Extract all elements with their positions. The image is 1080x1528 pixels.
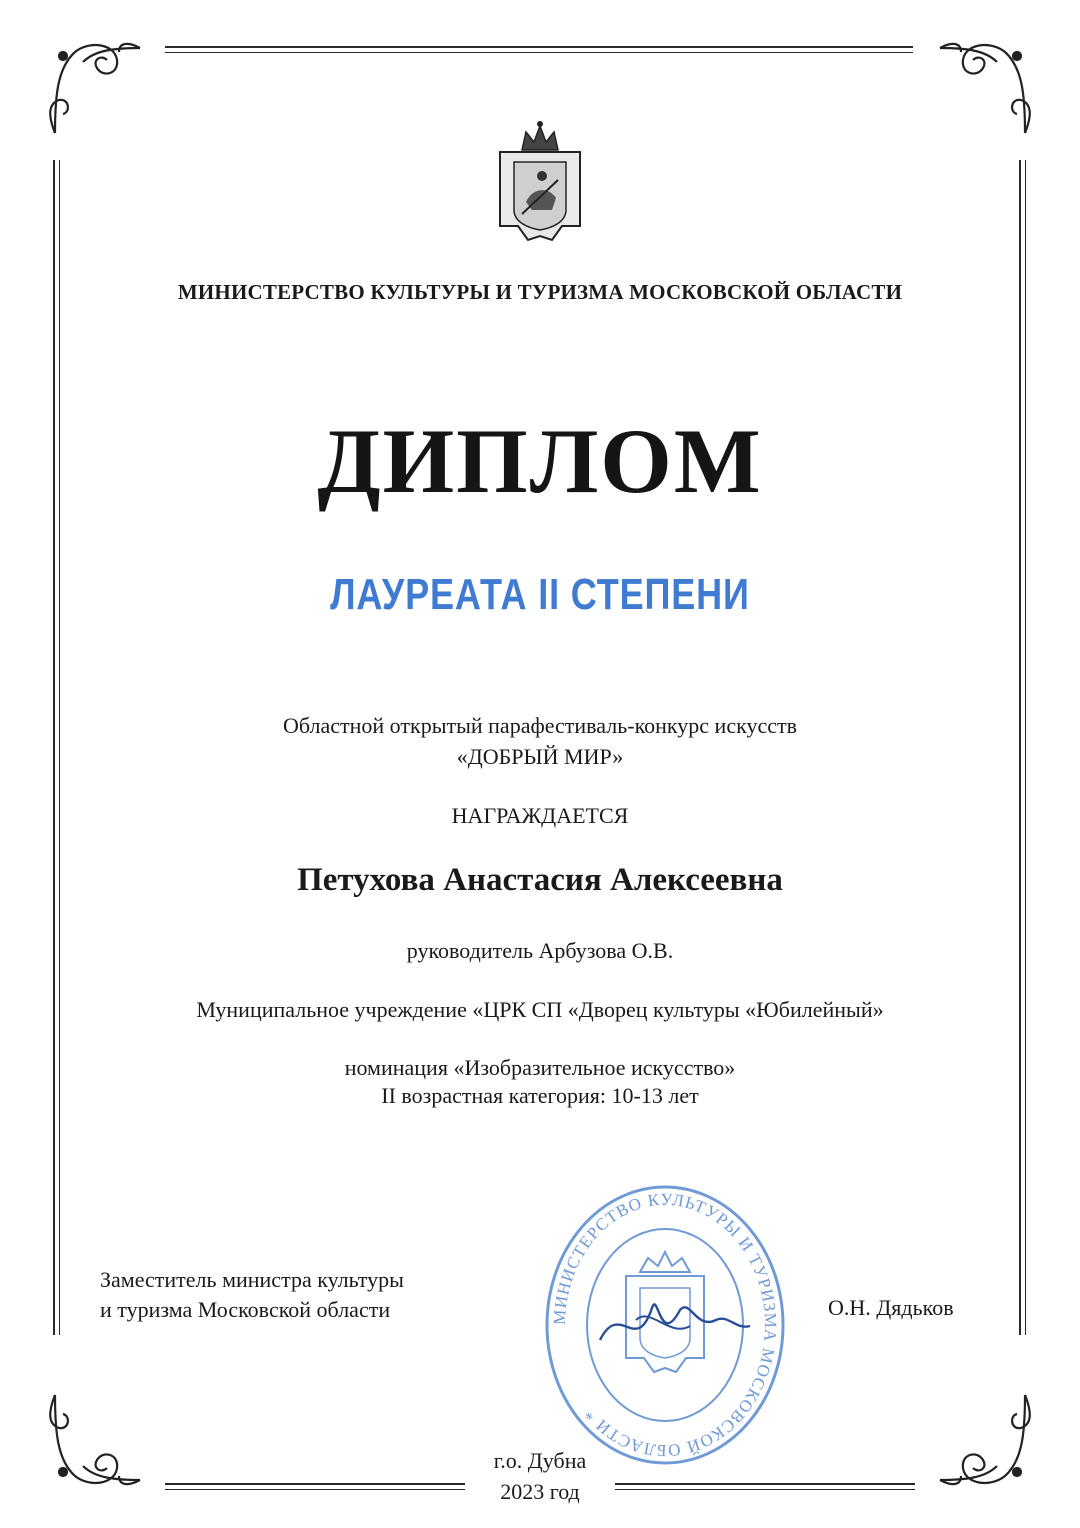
- leader-name: руководитель Арбузова О.В.: [406, 938, 674, 963]
- recipient-name: Петухова Анастасия Алексеевна: [297, 862, 783, 898]
- seal-text: МИНИСТЕРСТВО КУЛЬТУРЫ И ТУРИЗМА МОСКОВСКОЙ ОБЛАСТИ *: [549, 1189, 781, 1461]
- signatory-position-line2: и туризма Московской области: [100, 1297, 391, 1322]
- signatory-name: О.Н. Дядьков: [828, 1295, 954, 1320]
- nomination: номинация «Изобразительное искусство»: [344, 1055, 736, 1080]
- institution-name: Муниципальное учреждение «ЦРК СП «Дворец культуры «Юбилейный»: [196, 997, 884, 1022]
- diploma-degree: ЛАУРЕАТА II СТЕПЕНИ: [330, 570, 750, 619]
- corner-ornament-bottom-left: [45, 1390, 145, 1490]
- frame-top-line: [165, 46, 913, 48]
- age-category: II возрастная категория: 10-13 лет: [381, 1083, 699, 1108]
- ministry-header: МИНИСТЕРСТВО КУЛЬТУРЫ И ТУРИЗМА МОСКОВСКОЙ ОБЛАСТИ: [177, 280, 903, 304]
- corner-ornament-bottom-right: [935, 1390, 1035, 1490]
- diploma-title: ДИПЛОМ: [317, 410, 763, 512]
- awarded-label: НАГРАЖДАЕТСЯ: [451, 803, 629, 828]
- corner-ornament-top-right: [935, 38, 1035, 138]
- city: г.о. Дубна: [493, 1448, 587, 1473]
- coat-of-arms-icon: [492, 118, 588, 246]
- contest-title: «ДОБРЫЙ МИР»: [456, 744, 624, 769]
- frame-top-line-inner: [165, 52, 913, 53]
- contest-name: Областной открытый парафестиваль-конкурс искусств: [282, 713, 797, 738]
- signatory-position: [100, 1265, 404, 1325]
- signatory-position-line1: Заместитель министра культуры: [100, 1267, 404, 1292]
- year: 2023 год: [500, 1479, 580, 1504]
- official-seal-stamp: [540, 1180, 790, 1470]
- corner-ornament-top-left: [45, 38, 145, 138]
